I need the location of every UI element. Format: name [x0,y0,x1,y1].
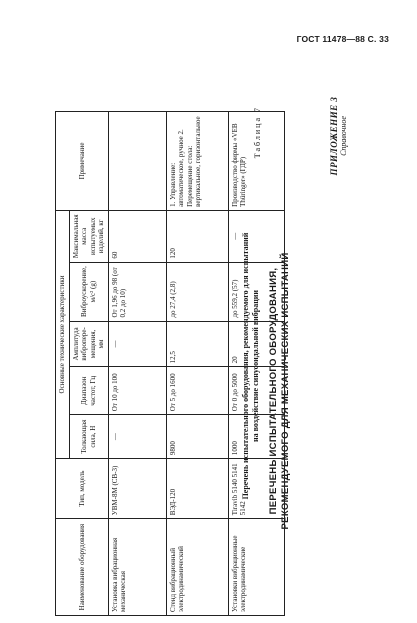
cell-mass: 120 [166,210,228,262]
cell-force: — [108,415,166,459]
rotated-page-content [43,96,363,616]
appendix-subtitle: Справочное [339,116,348,156]
cell-type: ВЭД-120 [166,459,228,519]
cell-ampl: — [108,321,166,367]
table-label: Таблица 7 [253,106,262,159]
cell-acc: до 559,2 (57) [228,262,284,321]
cell-acc: до 27,4 (2,8) [166,262,228,321]
cell-freq: От 0 до 5000 [228,367,284,415]
cell-note: 1. Управление: автоматическое, ручное 2. Перемещение стола: вертикальное, горизонтальное [166,112,228,211]
appendix-title: ПРИЛОЖЕНИЕ 3 [329,96,339,176]
cell-name: Установка вибрационная механическая [108,519,166,616]
cell-force: 9800 [166,415,228,459]
header-ampl: Амплитуда вибропере-мещения, мм [69,321,108,367]
cell-type: Tiravib 5140 5141 5142 [228,459,284,519]
cell-name: Установки вибрационные электродинамические [228,519,284,616]
header-acc: Виброускорение, м/с² (g) [69,262,108,321]
page-header: ГОСТ 11478—88 С. 33 [296,34,389,44]
appendix-block [329,96,348,176]
cell-acc: От 1,96 до 98 (от 0,2 до 10) [108,262,166,321]
cell-note: Производство фирмы «VEB Thüringer» (ГДР) [228,112,284,211]
equipment-table [55,111,285,616]
caption-line-2: на воздействие синусоидальной вибрации [251,289,260,443]
table-row [166,112,228,616]
cell-name: Стенд вибрационный электродинамический [166,519,228,616]
caption-line-1: Перечень испытательного оборудования, рекомендуемого для испытаний [241,232,250,500]
header-freq: Диапазон частот, Гц [69,367,108,415]
header-group: Основные технические характеристики [56,210,70,458]
title-line-1: ПЕРЕЧЕНЬ ИСПЫТАТЕЛЬНОГО ОБОРУДОВАНИЯ, [268,267,279,515]
header-name: Наименование оборудования [56,519,109,616]
header-force: Толкающая сила, Н [69,415,108,459]
cell-type: УВМ-8М (СВ-3) [108,459,166,519]
cell-note [108,112,166,211]
header-note: Примечание [56,112,109,211]
cell-force: 1000 [228,415,284,459]
cell-ampl: 20 [228,321,284,367]
header-mass: Максимальная масса испытуемых изделий, кг [69,210,108,262]
table-row [108,112,166,616]
cell-freq: От 10 до 100 [108,367,166,415]
cell-freq: От 5 до 1600 [166,367,228,415]
header-type: Тип, модель [56,459,109,519]
table-header-row [56,112,70,616]
cell-ampl: 12,5 [166,321,228,367]
title-line-2: РЕКОМЕНДУЕМОГО ДЛЯ МЕХАНИЧЕСКИХ ИСПЫТАНИЙ [280,252,291,530]
cell-mass: 60 [108,210,166,262]
cell-mass: — [228,210,284,262]
table-row [228,112,284,616]
